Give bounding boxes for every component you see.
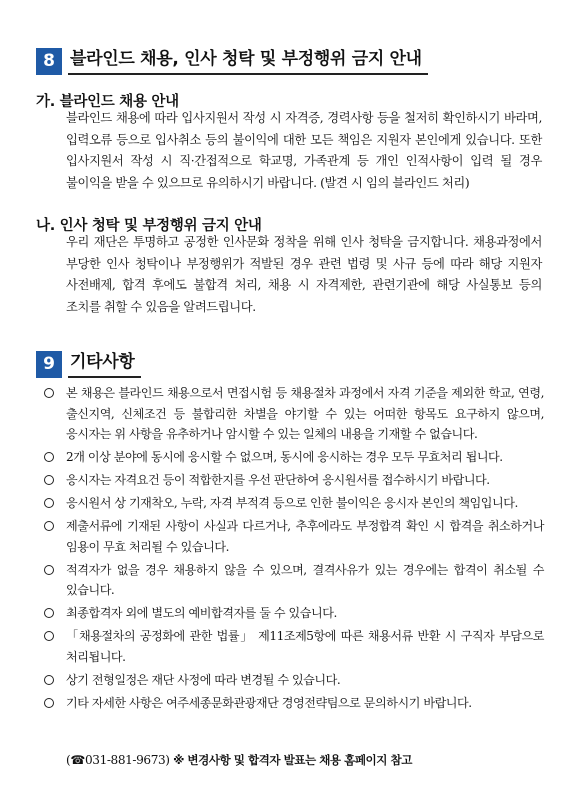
contact-line bbox=[66, 752, 412, 768]
list-item: 응시자는 자격요건 등이 적합한지를 우선 판단하여 응시원서를 접수하시기 바랍니다. bbox=[44, 470, 544, 491]
bullet-circle-icon bbox=[44, 675, 54, 685]
subsection-a-title: 가. 블라인드 채용 안내 bbox=[36, 94, 179, 110]
bullet-circle-icon bbox=[44, 565, 54, 575]
contact-phone: (☎031-881-9673) bbox=[66, 753, 170, 767]
subsection-a-body: 블라인드 채용에 따라 입사지원서 작성 시 자격증, 경력사항 등을 철저히 확인하시기 바라며, 입력오류 등으로 입사취소 등의 불이익에 대한 모든 책임은 지원자 본인에게 있습니다. 또한 입사지원서 작성 시 직·간접적으로 학교명, 가족관계 등 개인 인적사항이 입력 될 경우 불이익을 받을 수 있으므로 유의하시기 바랍니다. (발견 시 임의 블라인드 처리) bbox=[66, 111, 542, 190]
section-9-number: 9 bbox=[36, 351, 62, 378]
subsection-b-title: 나. 인사 청탁 및 부정행위 금지 안내 bbox=[36, 218, 262, 234]
bullet-circle-icon bbox=[44, 631, 54, 641]
list-item: 상기 전형일정은 재단 사정에 따라 변경될 수 있습니다. bbox=[44, 670, 544, 691]
bullet-circle-icon bbox=[44, 521, 54, 531]
bullet-circle-icon bbox=[44, 452, 54, 462]
section-8-number: 8 bbox=[36, 48, 62, 75]
list-item: 본 채용은 블라인드 채용으로서 면접시험 등 채용절차 과정에서 자격 기준을 제외한 학교, 연령, 출신지역, 신체조건 등 불합리한 차별을 야기할 수 있는 어떠한 항목도 요구하지 않으며, 응시자는 위 사항을 유추하거나 암시할 수 있는 일체의 내용을 기재할 수 없습니다. bbox=[44, 383, 544, 445]
notes-list bbox=[44, 383, 544, 716]
list-item: 최종합격자 외에 별도의 예비합격자를 둘 수 있습니다. bbox=[44, 603, 544, 624]
section-9-header bbox=[36, 350, 141, 378]
list-item: 제출서류에 기재된 사항이 사실과 다르거나, 추후에라도 부정합격 확인 시 합격을 취소하거나 임용이 무효 처리될 수 있습니다. bbox=[44, 516, 544, 557]
contact-note: ※ 변경사항 및 합격자 발표는 채용 홈페이지 참고 bbox=[173, 753, 412, 767]
bullet-circle-icon bbox=[44, 498, 54, 508]
list-item: 2개 이상 분야에 동시에 응시할 수 없으며, 동시에 응시하는 경우 모두 무효처리 됩니다. bbox=[44, 447, 544, 468]
list-item: 응시원서 상 기재착오, 누락, 자격 부적격 등으로 인한 불이익은 응시자 본인의 책임입니다. bbox=[44, 493, 544, 514]
section-8-header bbox=[36, 47, 428, 75]
list-item: 기타 자세한 사항은 여주세종문화관광재단 경영전략팀으로 문의하시기 바랍니다. bbox=[44, 693, 544, 714]
subsection-b-body: 우리 재단은 투명하고 공정한 인사문화 정착을 위해 인사 청탁을 금지합니다. 채용과정에서 부당한 인사 청탁이나 부정행위가 적발된 경우 관련 법령 및 사규 등에 따라 해당 지원자 사전배제, 합격 후에도 불합격 처리, 채용 시 자격제한, 관련기관에 해당 사실통보 등의 조치를 취할 수 있음을 알려드립니다. bbox=[66, 235, 542, 314]
section-9-title: 기타사항 bbox=[68, 350, 141, 378]
bullet-circle-icon bbox=[44, 388, 54, 398]
section-8-title: 블라인드 채용, 인사 청탁 및 부정행위 금지 안내 bbox=[68, 47, 428, 75]
bullet-circle-icon bbox=[44, 475, 54, 485]
bullet-circle-icon bbox=[44, 698, 54, 708]
list-item: 적격자가 없을 경우 채용하지 않을 수 있으며, 결격사유가 있는 경우에는 합격이 취소될 수 있습니다. bbox=[44, 560, 544, 601]
bullet-circle-icon bbox=[44, 608, 54, 618]
list-item: 「채용절차의 공정화에 관한 법률」 제11조제5항에 따른 채용서류 반환 시 구직자 부담으로 처리됩니다. bbox=[44, 626, 544, 667]
